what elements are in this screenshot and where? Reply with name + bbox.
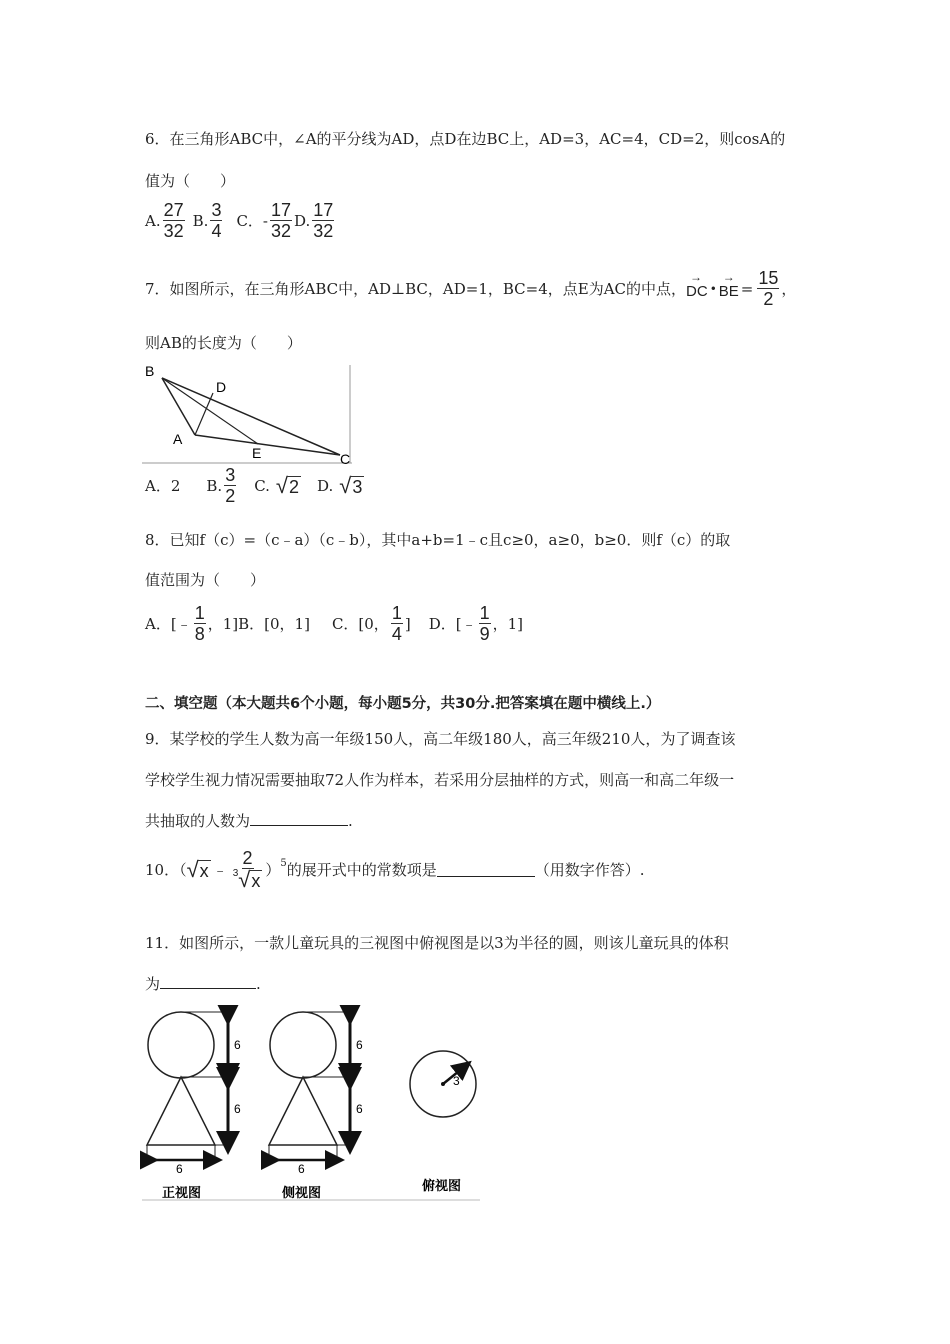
q11-side-view: [269, 1012, 363, 1201]
q8-option-c-post: ]: [404, 614, 411, 633]
q6-option-b-fraction: [210, 200, 222, 241]
q7-label-a: A: [173, 431, 183, 447]
q7-den: 2: [763, 289, 774, 309]
q11-front-cone: [147, 1077, 215, 1145]
q11-front-dim-upper: 6: [234, 1038, 241, 1052]
q6-option-b-label: B.: [192, 211, 209, 230]
q8-option-a-fraction: [194, 603, 206, 644]
q10-fraction: [232, 848, 264, 891]
q10-frac-num: 2: [242, 848, 253, 868]
q11-side-sphere: [270, 1012, 336, 1078]
q9-answer-blank[interactable]: [250, 811, 348, 826]
q7-option-b-fraction: [224, 465, 236, 506]
q8-option-d-post: ，1]: [492, 615, 523, 633]
q8-option-b: B．[0，1]: [238, 615, 310, 633]
q8-a-den: 8: [194, 624, 205, 644]
q6-a-num: 27: [163, 200, 184, 220]
q7-label-b: B: [145, 363, 155, 379]
q7-d-radicand: 3: [352, 476, 363, 497]
q11-side-cone: [269, 1077, 337, 1145]
q6-option-d-label: D.: [294, 211, 311, 230]
q7-stem-line2: 则AB的长度为（ ）: [145, 334, 302, 352]
q10-stem: [145, 848, 645, 891]
q10-sqrt-radicand: x: [199, 860, 209, 881]
q9-stem-line1: 9．某学校的学生人数为高一年级150人，高二年级180人，高三年级210人，为了调查该: [145, 730, 736, 748]
q8-option-c-fraction: [391, 603, 403, 644]
q10-label: 10．（: [145, 861, 187, 880]
q7-side-ab: [162, 378, 195, 435]
q7-num: 15: [758, 268, 779, 288]
q7-segment-ad: [195, 393, 213, 435]
q7-label-e: E: [252, 445, 262, 461]
q11-front-view-label: 正视图: [162, 1186, 202, 1201]
q6-option-c-label: C．-: [236, 212, 268, 230]
q7-option-d-sqrt: √ 3: [339, 472, 363, 498]
q9-line3-period: .: [348, 812, 353, 830]
q8-options: [145, 603, 523, 644]
q7-vector-dc: → DC: [686, 277, 708, 300]
q11-stem-line1: 11．如图所示，一款儿童玩具的三视图中俯视图是以3为半径的圆，则该儿童玩具的体积: [145, 934, 729, 952]
q8-c-num: 1: [391, 603, 402, 623]
q11-line2-period: .: [256, 975, 261, 993]
q7-b-den: 2: [225, 486, 236, 506]
q7-equals: =: [740, 279, 754, 298]
q8-option-d-fraction: [479, 603, 491, 644]
q10-cube-root: 3 √ x: [232, 867, 261, 893]
q6-c-den: 32: [271, 221, 292, 241]
q6-b-den: 4: [211, 221, 222, 241]
q11-front-dim-width: 6: [176, 1162, 183, 1176]
q6-b-num: 3: [211, 200, 222, 220]
q7-option-d-label: D.: [317, 476, 334, 495]
q11-side-dim-width: 6: [298, 1162, 305, 1176]
q8-c-den: 4: [391, 624, 402, 644]
q10-cube-radicand: x: [251, 871, 261, 892]
q7-stem-text: 7．如图所示，在三角形ABC中，AD⊥BC，AD=1，BC=4，点E为AC的中点，: [145, 280, 687, 298]
q8-option-a-pre: A．[﹣: [145, 615, 192, 633]
q9-stem-line3: [145, 810, 353, 831]
q6-d-num: 17: [313, 200, 334, 220]
q6-stem-line1: 6．在三角形ABC中，∠A的平分线为AD，点D在边BC上，AD=3，AC=4，CD=2，则cosA的: [145, 130, 786, 148]
q7-option-a: A．2: [145, 477, 181, 495]
q11-top-view: [410, 1051, 476, 1194]
q8-option-c-pre: C．[0，: [331, 615, 389, 633]
q7-label-d: D: [216, 379, 227, 395]
q8-d-den: 9: [479, 624, 490, 644]
q11-stem-line2: [145, 973, 261, 994]
q7-vector-be: → BE: [719, 277, 739, 300]
q7-c-radicand: 2: [289, 476, 300, 497]
q11-top-radius-label: 3: [453, 1074, 460, 1088]
q7-b-num: 3: [225, 465, 236, 485]
q9-line3-text: 共抽取的人数为: [145, 812, 251, 830]
q10-text: 的展开式中的常数项是: [286, 861, 437, 880]
q10-sqrt-x: √ x: [186, 856, 209, 882]
q8-stem-line2: 值范围为（ ）: [145, 571, 266, 589]
q11-top-view-label: 俯视图: [422, 1179, 462, 1194]
q11-side-dim-upper: 6: [356, 1038, 363, 1052]
q11-side-dim-lower: 6: [356, 1102, 363, 1116]
q11-answer-blank[interactable]: [160, 974, 256, 989]
q7-label-c: C: [340, 451, 351, 467]
q10-answer-blank[interactable]: [437, 862, 535, 877]
q6-options: [145, 200, 336, 241]
q10-minus: ﹣: [212, 861, 228, 880]
q7-options: [145, 465, 364, 506]
q8-option-d-pre: D．[﹣: [428, 615, 477, 633]
q10-tail: （用数字作答）.: [534, 861, 645, 880]
q11-front-sphere: [148, 1012, 214, 1078]
q6-option-d-fraction: [312, 200, 334, 241]
q6-d-den: 32: [313, 221, 334, 241]
q10-root-index: 3: [232, 868, 239, 880]
q8-a-num: 1: [194, 603, 205, 623]
q6-a-den: 32: [163, 221, 184, 241]
q6-c-num: 17: [271, 200, 292, 220]
q7-dot-operator: •: [709, 281, 717, 296]
q11-line2-text: 为: [145, 975, 161, 993]
q6-option-a-fraction: [163, 200, 185, 241]
q7-comma: ，: [781, 280, 797, 298]
q10-exponent: 5: [280, 858, 287, 869]
section2-heading: 二、填空题（本大题共6个小题，每小题5分，共30分.把答案填在题中横线上.）: [145, 696, 661, 712]
q7-option-c-label: C.: [254, 476, 270, 495]
q10-frac-den: [232, 869, 264, 891]
q7-option-b-label: B.: [206, 476, 223, 495]
q7-stem-line1: [145, 268, 796, 309]
q6-option-c-fraction: [270, 200, 292, 241]
q8-stem-line1: 8．已知f（c）=（c﹣a）（c﹣b），其中a+b=1﹣c且c≥0，a≥0，b≥0．则f（c）的取: [145, 531, 731, 549]
q7-triangle-figure: [140, 360, 360, 470]
q11-front-dim-lower: 6: [234, 1102, 241, 1116]
q11-front-view: [147, 1012, 241, 1201]
q11-three-view-figure: [140, 1005, 485, 1205]
q7-option-c-sqrt: √ 2: [275, 472, 300, 498]
q8-d-num: 1: [479, 603, 490, 623]
q10-close-paren: ）: [265, 861, 281, 880]
q11-side-view-label: 侧视图: [282, 1186, 322, 1201]
q6-option-a-label: A.: [145, 211, 161, 230]
q6-stem-line2: 值为（ ）: [145, 172, 236, 190]
q9-stem-line2: 学校学生视力情况需要抽取72人作为样本，若采用分层抽样的方式，则高一和高二年级一: [145, 771, 735, 789]
q7-value-fraction: [757, 268, 779, 309]
q8-option-a-post: ，1]: [207, 615, 239, 633]
